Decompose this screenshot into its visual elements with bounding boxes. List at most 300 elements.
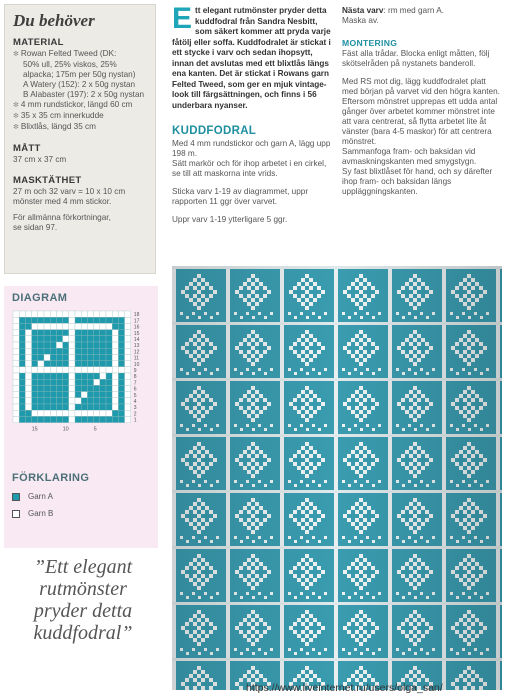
chart-cell bbox=[112, 354, 118, 360]
chart-cell bbox=[44, 311, 50, 317]
chart-cell bbox=[100, 354, 106, 360]
teal-swatch bbox=[12, 493, 20, 501]
chart-cell bbox=[106, 354, 112, 360]
sidebar bbox=[0, 0, 162, 700]
chart-cell bbox=[56, 342, 62, 348]
column-label: 5 bbox=[93, 426, 97, 433]
finishing-paragraph: Fäst alla trådar. Blocka enligt måtten, följ skötselråden på nystanets banderoll. bbox=[342, 49, 490, 68]
chart-cell bbox=[87, 354, 93, 360]
chart-cell bbox=[106, 392, 112, 398]
chart-cell bbox=[106, 311, 112, 317]
chart-cell bbox=[19, 354, 25, 360]
chart-cell bbox=[38, 330, 44, 336]
quote-line: rutmönster bbox=[39, 578, 127, 600]
intro-paragraph bbox=[172, 2, 334, 111]
chart-cell bbox=[81, 416, 87, 422]
chart-cell bbox=[13, 385, 19, 391]
chart-cell bbox=[32, 385, 38, 391]
chart-cell bbox=[106, 398, 112, 404]
chart-cell bbox=[13, 367, 19, 373]
chart-cell bbox=[50, 311, 56, 317]
note-line: För allmänna förkortningar, bbox=[13, 213, 111, 222]
chart-cell bbox=[81, 330, 87, 336]
chart-cell bbox=[75, 354, 81, 360]
chart-cell bbox=[56, 348, 62, 354]
chart-cell bbox=[50, 354, 56, 360]
chart-cell bbox=[19, 330, 25, 336]
section-title-kuddfodral: KUDDFODRAL bbox=[172, 125, 257, 137]
chart-cell bbox=[19, 348, 25, 354]
chart-cell bbox=[56, 385, 62, 391]
chart-cell bbox=[13, 410, 19, 416]
chart-cell bbox=[69, 392, 75, 398]
row-label: 3 bbox=[133, 405, 137, 412]
next-row-text: : rm med garn A. bbox=[383, 6, 444, 15]
chart-cell bbox=[50, 342, 56, 348]
gauge-line: mönster med 4 mm stickor. bbox=[13, 197, 112, 206]
chart-cell bbox=[118, 392, 124, 398]
chart-cell bbox=[106, 348, 112, 354]
chart-cell bbox=[125, 330, 131, 336]
chart-cell bbox=[106, 367, 112, 373]
chart-cell bbox=[87, 342, 93, 348]
chart-cell bbox=[75, 398, 81, 404]
chart-cell bbox=[69, 367, 75, 373]
column-label: 10 bbox=[62, 426, 69, 433]
chart-cell bbox=[44, 379, 50, 385]
chart-cell bbox=[81, 410, 87, 416]
material-line: ✼ Blixtlås, längd 35 cm bbox=[13, 122, 147, 133]
chart-cell bbox=[118, 361, 124, 367]
chart-cell bbox=[32, 373, 38, 379]
chart-cell bbox=[94, 373, 100, 379]
chart-cell bbox=[69, 317, 75, 323]
row-label: 1 bbox=[133, 417, 137, 424]
chart-cell bbox=[69, 330, 75, 336]
chart-cell bbox=[25, 410, 31, 416]
chart-cell bbox=[56, 404, 62, 410]
chart-cell bbox=[32, 416, 38, 422]
chart-cell bbox=[87, 311, 93, 317]
finishing-column bbox=[342, 6, 502, 197]
chart-cell bbox=[25, 404, 31, 410]
chart-cell bbox=[38, 373, 44, 379]
chart-cell bbox=[32, 323, 38, 329]
chart-cell bbox=[100, 379, 106, 385]
chart-cell bbox=[81, 398, 87, 404]
chart-cell bbox=[32, 342, 38, 348]
chart-cell bbox=[94, 385, 100, 391]
chart-cell bbox=[94, 317, 100, 323]
bind-off-text: Maska av. bbox=[342, 16, 379, 25]
chart-cell bbox=[56, 398, 62, 404]
chart-cell bbox=[75, 323, 81, 329]
chart-cell bbox=[75, 385, 81, 391]
chart-cell bbox=[63, 373, 69, 379]
chart-cell bbox=[56, 317, 62, 323]
chart-cell bbox=[75, 311, 81, 317]
chart-cell bbox=[69, 342, 75, 348]
chart-cell bbox=[63, 330, 69, 336]
chart-cell bbox=[87, 348, 93, 354]
chart-cell bbox=[56, 373, 62, 379]
chart-cell bbox=[106, 416, 112, 422]
chart-cell bbox=[13, 354, 19, 360]
chart-cell bbox=[100, 342, 106, 348]
chart-cell bbox=[56, 336, 62, 342]
chart-cell bbox=[13, 373, 19, 379]
chart-cell bbox=[63, 342, 69, 348]
chart-cell bbox=[94, 330, 100, 336]
intro-text: tt elegant rutmönster pryder detta kuddfodral från Sandra Nesbitt, som säkert kommer att pryda varje fåtölj eller soffa. Kuddfodralet är stickat i ett stycke i varv och sedan ihopsytt, innan det avslutas med ett blixtlås längs ena kanten. Det är stickat i Rowans garn Felted Tweed, som ger en mjuk vintage-look till färgsättningen, och finns i 56 underbara nyanser. bbox=[172, 6, 331, 110]
chart-cell bbox=[44, 342, 50, 348]
chart-cell bbox=[63, 348, 69, 354]
chart-cell bbox=[94, 323, 100, 329]
chart-cell bbox=[63, 410, 69, 416]
chart-cell bbox=[56, 354, 62, 360]
chart-cell bbox=[50, 361, 56, 367]
drop-cap: E bbox=[172, 2, 193, 35]
chart-cell bbox=[106, 323, 112, 329]
chart-cell bbox=[69, 311, 75, 317]
chart-cell bbox=[112, 361, 118, 367]
legend-label: Garn A bbox=[28, 492, 53, 501]
chart-cell bbox=[100, 311, 106, 317]
chart-cell bbox=[112, 348, 118, 354]
chart-cell bbox=[112, 323, 118, 329]
chart-cell bbox=[125, 323, 131, 329]
chart-cell bbox=[25, 354, 31, 360]
chart-cell bbox=[106, 385, 112, 391]
column-label: 15 bbox=[31, 426, 38, 433]
chart-cell bbox=[100, 398, 106, 404]
quote-line: ”Ett elegant bbox=[33, 556, 133, 578]
chart-cell bbox=[94, 336, 100, 342]
chart-cell bbox=[87, 379, 93, 385]
chart-cell bbox=[32, 367, 38, 373]
chart-cell bbox=[44, 373, 50, 379]
chart-cell bbox=[94, 398, 100, 404]
instruction-paragraph: Sticka varv 1-19 av diagrammet, uppr rapporten 11 ggr över varvet. bbox=[172, 187, 309, 206]
chart-cell bbox=[25, 323, 31, 329]
chart-cell bbox=[112, 398, 118, 404]
chart-cell bbox=[13, 392, 19, 398]
chart-cell bbox=[63, 354, 69, 360]
chart-cell bbox=[87, 323, 93, 329]
chart-cell bbox=[125, 361, 131, 367]
chart-cell bbox=[63, 361, 69, 367]
chart-cell bbox=[100, 367, 106, 373]
chart-cell bbox=[56, 416, 62, 422]
chart-cell bbox=[69, 361, 75, 367]
chart-cell bbox=[100, 317, 106, 323]
chart-cell bbox=[38, 410, 44, 416]
note-line: se sidan 97. bbox=[13, 223, 58, 232]
chart-cell bbox=[19, 317, 25, 323]
chart-cell bbox=[38, 361, 44, 367]
chart-cell bbox=[19, 342, 25, 348]
chart-cell bbox=[81, 392, 87, 398]
measurements-heading: MÅTT bbox=[13, 143, 41, 154]
chart-cell bbox=[50, 379, 56, 385]
chart-cell bbox=[25, 336, 31, 342]
chart-cell bbox=[44, 404, 50, 410]
chart-cell bbox=[13, 416, 19, 422]
chart-cell bbox=[38, 385, 44, 391]
chart-cell bbox=[125, 398, 131, 404]
chart-cell bbox=[69, 385, 75, 391]
chart-cell bbox=[75, 373, 81, 379]
chart-cell bbox=[118, 410, 124, 416]
chart-cell bbox=[106, 330, 112, 336]
chart-cell bbox=[19, 410, 25, 416]
chart-cell bbox=[56, 410, 62, 416]
chart-cell bbox=[19, 404, 25, 410]
chart-cell bbox=[69, 416, 75, 422]
chart-cell bbox=[125, 317, 131, 323]
instruction-paragraph: Uppr varv 1-19 ytterligare 5 ggr. bbox=[172, 215, 288, 224]
chart-cell bbox=[32, 379, 38, 385]
chart-cell bbox=[87, 398, 93, 404]
chart-cell bbox=[106, 404, 112, 410]
chart-cell bbox=[56, 392, 62, 398]
chart-cell bbox=[75, 392, 81, 398]
chart-cell bbox=[25, 311, 31, 317]
chart-cell bbox=[38, 354, 44, 360]
chart-cell bbox=[44, 392, 50, 398]
chart-cell bbox=[125, 379, 131, 385]
chart-cell bbox=[87, 336, 93, 342]
legend-item-garn-b bbox=[12, 509, 150, 518]
cushion-photo bbox=[172, 266, 502, 690]
chart-cell bbox=[87, 410, 93, 416]
row-label: 6 bbox=[133, 386, 137, 393]
row-label: 11 bbox=[133, 355, 140, 362]
chart-cell bbox=[100, 373, 106, 379]
chart-cell bbox=[87, 404, 93, 410]
chart-cell bbox=[118, 379, 124, 385]
chart-cell bbox=[125, 367, 131, 373]
chart-cell bbox=[69, 379, 75, 385]
row-label: 7 bbox=[133, 380, 137, 387]
chart-cell bbox=[69, 354, 75, 360]
section-title-montering: MONTERING bbox=[342, 38, 398, 48]
chart-cell bbox=[63, 416, 69, 422]
chart-cell bbox=[125, 311, 131, 317]
chart-cell bbox=[75, 330, 81, 336]
instruction-paragraph: Sätt markör och för ihop arbetet i en cirkel, se till att maskorna inte vrids. bbox=[172, 159, 327, 178]
chart-cell bbox=[125, 373, 131, 379]
chart-cell bbox=[94, 361, 100, 367]
chart-cell bbox=[81, 311, 87, 317]
chart-cell bbox=[44, 323, 50, 329]
chart-cell bbox=[63, 404, 69, 410]
chart-cell bbox=[94, 367, 100, 373]
chart-cell bbox=[32, 398, 38, 404]
chart-cell bbox=[112, 416, 118, 422]
chart-cell bbox=[118, 330, 124, 336]
chart-cell bbox=[81, 373, 87, 379]
chart-cell bbox=[19, 398, 25, 404]
chart-cell bbox=[75, 416, 81, 422]
chart-cell bbox=[13, 342, 19, 348]
chart-cell bbox=[81, 385, 87, 391]
chart-cell bbox=[38, 398, 44, 404]
chart-cell bbox=[50, 416, 56, 422]
measurements-text: 37 cm x 37 cm bbox=[13, 155, 67, 164]
chart-cell bbox=[13, 398, 19, 404]
chart-cell bbox=[38, 392, 44, 398]
chart-cell bbox=[44, 354, 50, 360]
chart-cell bbox=[87, 330, 93, 336]
chart-cell bbox=[118, 342, 124, 348]
chart-cell bbox=[118, 354, 124, 360]
chart-cell bbox=[125, 392, 131, 398]
chart-cell bbox=[13, 348, 19, 354]
chart-cell bbox=[87, 367, 93, 373]
chart-cell bbox=[44, 330, 50, 336]
chart-cell bbox=[38, 379, 44, 385]
chart-cell bbox=[118, 416, 124, 422]
row-label: 9 bbox=[133, 368, 137, 374]
diagram-box bbox=[4, 286, 158, 548]
chart-cell bbox=[106, 317, 112, 323]
chart-cell bbox=[38, 404, 44, 410]
chart-cell bbox=[69, 348, 75, 354]
chart-cell bbox=[38, 323, 44, 329]
chart-cell bbox=[19, 367, 25, 373]
knit-pattern-image bbox=[172, 266, 502, 690]
chart-cell bbox=[94, 379, 100, 385]
chart-cell bbox=[125, 385, 131, 391]
chart-cell bbox=[13, 404, 19, 410]
chart-cell bbox=[13, 336, 19, 342]
chart-cell bbox=[118, 336, 124, 342]
chart-cell bbox=[13, 379, 19, 385]
source-url: https://www.liveinternet.ru/users/olga_san/ bbox=[246, 682, 443, 694]
chart-cell bbox=[63, 398, 69, 404]
chart-cell bbox=[44, 416, 50, 422]
material-heading: MATERIAL bbox=[13, 37, 64, 48]
legend-item-garn-a bbox=[12, 492, 150, 501]
chart-cell bbox=[118, 385, 124, 391]
chart-cell bbox=[125, 342, 131, 348]
chart-cell bbox=[94, 410, 100, 416]
chart-cell bbox=[25, 379, 31, 385]
chart-cell bbox=[118, 311, 124, 317]
chart-cell bbox=[81, 336, 87, 342]
chart-cell bbox=[50, 330, 56, 336]
chart-cell bbox=[19, 379, 25, 385]
material-line: A Watery (152): 2 x 50g nystan bbox=[23, 80, 136, 89]
chart-cell bbox=[112, 367, 118, 373]
chart-cell bbox=[75, 342, 81, 348]
chart-cell bbox=[75, 348, 81, 354]
chart-cell bbox=[19, 392, 25, 398]
chart-cell bbox=[81, 367, 87, 373]
next-row-instruction bbox=[342, 6, 502, 16]
chart-cell bbox=[106, 342, 112, 348]
row-label: 16 bbox=[133, 324, 140, 331]
chart-cell bbox=[125, 336, 131, 342]
chart-cell bbox=[81, 323, 87, 329]
chart-cell bbox=[94, 404, 100, 410]
chart-cell bbox=[38, 336, 44, 342]
row-label: 15 bbox=[133, 330, 140, 337]
chart-cell bbox=[87, 392, 93, 398]
chart-cell bbox=[87, 385, 93, 391]
chart-cell bbox=[25, 385, 31, 391]
chart-cell bbox=[87, 416, 93, 422]
chart-cell bbox=[106, 410, 112, 416]
chart-cell bbox=[50, 336, 56, 342]
intro-column bbox=[172, 2, 334, 225]
chart-cell bbox=[32, 404, 38, 410]
chart-cell bbox=[25, 317, 31, 323]
chart-cell bbox=[50, 373, 56, 379]
chart-cell bbox=[106, 373, 112, 379]
finishing-paragraph: Sammanfoga fram- och baksidan vid avmaskningskanten med smygstygn. bbox=[342, 147, 477, 166]
chart-cell bbox=[56, 323, 62, 329]
chart-cell bbox=[56, 311, 62, 317]
chart-cell bbox=[19, 361, 25, 367]
chart-cell bbox=[118, 398, 124, 404]
material-line: B Alabaster (197): 2 x 50g nystan bbox=[23, 90, 145, 99]
chart-cell bbox=[81, 379, 87, 385]
chart-cell bbox=[44, 367, 50, 373]
white-swatch bbox=[12, 510, 20, 518]
chart-cell bbox=[63, 336, 69, 342]
chart-cell bbox=[112, 379, 118, 385]
chart-cell bbox=[94, 392, 100, 398]
chart-cell bbox=[63, 392, 69, 398]
material-line: ✼ 4 mm rundstickor, längd 60 cm bbox=[13, 100, 147, 111]
row-label: 4 bbox=[133, 399, 137, 405]
chart-cell bbox=[32, 317, 38, 323]
chart-cell bbox=[100, 348, 106, 354]
chart-cell bbox=[38, 317, 44, 323]
chart-cell bbox=[63, 379, 69, 385]
chart-cell bbox=[112, 373, 118, 379]
chart-cell bbox=[100, 392, 106, 398]
row-label: 5 bbox=[133, 392, 137, 399]
abbreviation-note bbox=[13, 213, 147, 233]
chart-cell bbox=[112, 392, 118, 398]
chart-cell bbox=[100, 385, 106, 391]
chart-cell bbox=[75, 367, 81, 373]
chart-cell bbox=[94, 311, 100, 317]
chart-cell bbox=[19, 416, 25, 422]
chart-cell bbox=[19, 323, 25, 329]
chart-cell bbox=[118, 348, 124, 354]
materials-box bbox=[4, 4, 156, 274]
chart-cell bbox=[19, 311, 25, 317]
chart-cell bbox=[112, 330, 118, 336]
chart-cell bbox=[32, 354, 38, 360]
chart-cell bbox=[25, 348, 31, 354]
chart-cell bbox=[38, 367, 44, 373]
chart-cell bbox=[106, 361, 112, 367]
chart-cell bbox=[13, 311, 19, 317]
chart-cell bbox=[112, 404, 118, 410]
instruction-paragraph: Med 4 mm rundstickor och garn A, lägg upp 198 m. bbox=[172, 139, 331, 158]
chart-cell bbox=[13, 323, 19, 329]
chart-cell bbox=[112, 311, 118, 317]
row-label: 2 bbox=[133, 411, 137, 418]
chart-cell bbox=[100, 330, 106, 336]
chart-cell bbox=[87, 373, 93, 379]
chart-cell bbox=[94, 354, 100, 360]
